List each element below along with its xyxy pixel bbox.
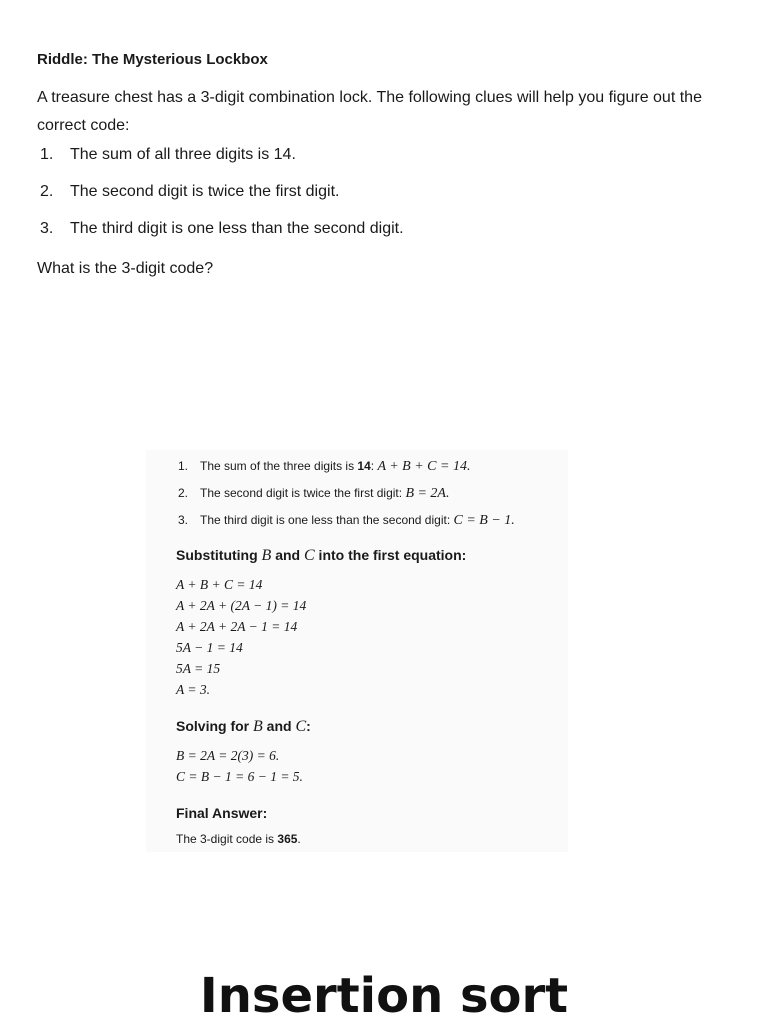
step-number: 2. — [178, 486, 189, 500]
clue-text: The second digit is twice the first digit. — [70, 183, 340, 200]
heading-variable: C — [304, 547, 315, 564]
step-text: The sum of the three digits is — [200, 459, 358, 473]
step-number: 3. — [178, 513, 189, 527]
equation-line: A + B + C = 14 — [176, 577, 263, 592]
list-item — [176, 512, 568, 529]
riddle-intro: A treasure chest has a 3-digit combination lock. The following clues will help you figure out the correct code: — [37, 89, 702, 134]
clue-text: The sum of all three digits is 14. — [70, 146, 296, 163]
section-title: Insertion sort — [199, 968, 569, 1024]
clue-number: 2. — [40, 183, 54, 200]
step-text: The third digit is one less than the second digit: — [200, 513, 454, 527]
riddle-title: Riddle: The Mysterious Lockbox — [37, 51, 268, 68]
clue-number: 3. — [40, 220, 54, 237]
clue-number: 1. — [40, 146, 54, 163]
heading-text: into the first equation: — [314, 547, 467, 563]
substitution-heading — [176, 545, 568, 566]
heading-text: Substituting — [176, 547, 262, 563]
equation-line: 5A = 15 — [176, 661, 221, 676]
equation-line: B = 2A = 2(3) = 6. — [176, 748, 280, 763]
heading-text: : — [306, 718, 311, 734]
solution-step-list — [176, 458, 568, 529]
list-item — [37, 181, 747, 203]
step-bold-value: 14 — [357, 459, 371, 473]
equation-line: C = B − 1 = 6 − 1 = 5. — [176, 769, 303, 784]
final-answer-code: 365 — [277, 832, 298, 846]
riddle-question: What is the 3-digit code? — [37, 260, 214, 277]
substitution-equations — [176, 574, 568, 700]
step-separator: : — [370, 459, 378, 473]
step-content — [200, 512, 515, 529]
clue-text: The third digit is one less than the second digit. — [70, 220, 404, 237]
step-content — [200, 485, 450, 502]
step-equation: A + B + C = 14. — [377, 459, 471, 474]
final-answer-heading: Final Answer: — [176, 805, 268, 821]
solution-panel — [146, 450, 568, 852]
equation-line: A = 3. — [176, 682, 210, 697]
clue-list — [37, 144, 747, 240]
solving-heading — [176, 716, 568, 737]
list-item — [176, 458, 568, 475]
heading-text: and — [271, 547, 304, 563]
final-answer-prefix: The 3-digit code is — [176, 832, 278, 846]
equation-line: A + 2A + (2A − 1) = 14 — [176, 598, 307, 613]
solving-equations — [176, 745, 568, 787]
step-text: The second digit is twice the first digit: — [200, 486, 406, 500]
riddle-section — [37, 48, 747, 280]
heading-text: Solving for — [176, 718, 253, 734]
list-item — [176, 485, 568, 502]
step-number: 1. — [178, 459, 189, 473]
equation-line: 5A − 1 = 14 — [176, 640, 243, 655]
step-equation: C = B − 1. — [453, 513, 515, 528]
list-item — [37, 218, 747, 240]
heading-variable: C — [295, 718, 307, 735]
equation-line: A + 2A + 2A − 1 = 14 — [176, 619, 298, 634]
heading-text: and — [262, 718, 296, 734]
list-item — [37, 144, 747, 166]
final-answer-suffix: . — [297, 832, 301, 846]
step-equation: B = 2A. — [405, 486, 450, 501]
step-content — [200, 458, 470, 475]
heading-variable: B — [253, 718, 263, 735]
heading-variable: B — [261, 547, 272, 564]
final-answer-text — [176, 831, 568, 848]
